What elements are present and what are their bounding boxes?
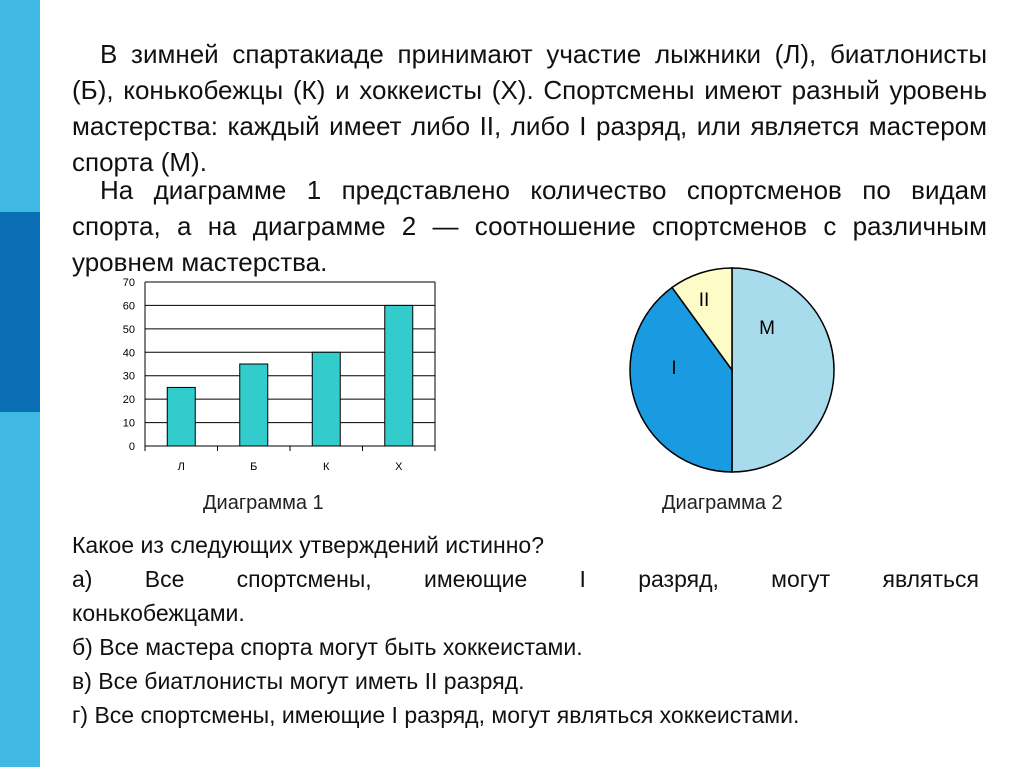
y-tick-label: 0 [128,441,135,453]
pie-chart [620,262,845,482]
answer-c: в) Все биатлонисты могут иметь II разряд. [72,668,525,694]
question-block [72,528,979,732]
answer-a-line-2: конькобежцами. [72,600,245,626]
y-tick-label: 30 [122,370,135,383]
answer-d: г) Все спортсмены, имеющие I разряд, могут являться хоккеистами. [72,702,800,728]
bar-К [312,352,340,446]
x-tick-label: Х [395,461,403,473]
intro-paragraph-1: В зимней спартакиаде принимают участие лыжники (Л), биатлонисты (Б), конькобежцы (К) и хоккеисты (Х). Спортсмены имеют разный уровень мастерства: каждый имеет либо II, либо I разряд, или является мастером спорта (М). [72,39,987,177]
pie-label-II: II [698,290,710,311]
question-prompt: Какое из следующих утверждений истинно? [72,532,544,558]
y-tick-label: 60 [122,300,135,313]
bar-Х [385,305,413,446]
bar-Б [240,364,268,446]
answer-b: б) Все мастера спорта могут быть хоккеистами. [72,634,583,660]
y-tick-label: 20 [122,394,135,407]
x-tick-label: Л [177,461,185,473]
bar-chart [100,272,445,484]
x-tick-label: К [323,461,330,473]
pie-slice-М [732,268,834,472]
diagram-2-caption: Диаграмма 2 [662,492,783,514]
answer-a-line-1: а) Все спортсмены, имеющие I разряд, могут являться [72,566,979,592]
pie-label-I: I [671,358,677,379]
left-accent-band-dark [0,212,40,412]
y-tick-label: 50 [122,323,135,336]
y-tick-label: 40 [122,347,135,360]
intro-paragraph-2: На диаграмме 1 представлено количество спортсменов по видам спорта, а на диаграмме 2 — соотношение спортсменов с различным уровнем мастерства. [72,175,987,277]
pie-label-М: М [759,318,775,339]
y-tick-label: 10 [122,417,135,430]
bar-Л [167,387,195,446]
y-tick-label: 70 [122,277,135,289]
x-tick-label: Б [250,461,258,473]
diagram-1-caption: Диаграмма 1 [203,492,324,514]
